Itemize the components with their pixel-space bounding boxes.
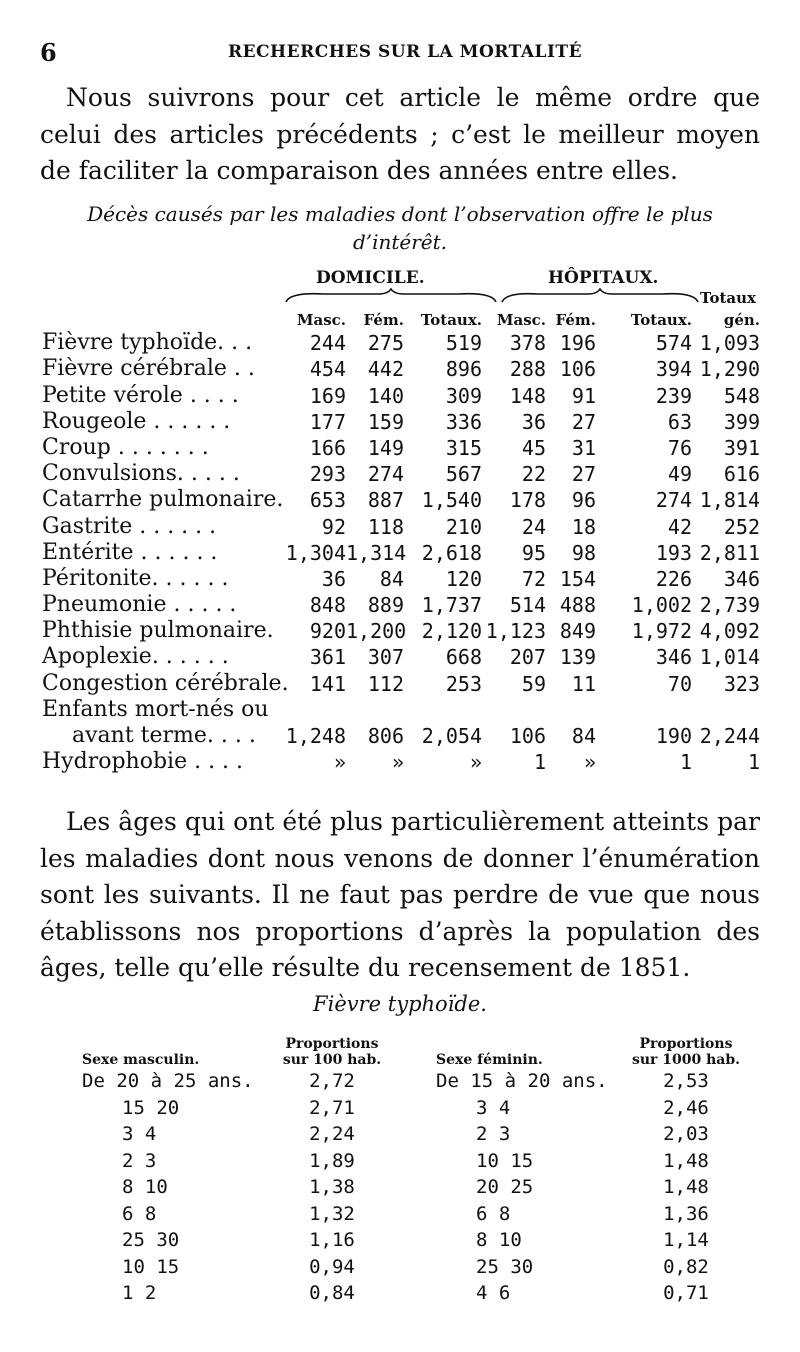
table-cell: 653 — [309, 488, 346, 513]
table-row — [40, 512, 760, 538]
proportion-value: 1,89 — [309, 1149, 355, 1172]
row-label: Petite vérole . . . . — [42, 382, 239, 408]
group-label-domicile: DOMICILE. — [316, 268, 425, 288]
proportion-value: 0,94 — [309, 1255, 355, 1278]
table-cell: 567 — [445, 462, 482, 487]
table-row — [40, 696, 760, 722]
domicile-brace-icon — [284, 288, 498, 304]
table-cell: 1,540 — [421, 488, 482, 513]
table-cell: 154 — [559, 566, 596, 591]
age-range: 1 2 — [122, 1282, 157, 1305]
page-number: 6 — [40, 38, 57, 67]
table-row — [40, 617, 760, 643]
table-row — [40, 591, 760, 617]
table-row — [40, 355, 760, 381]
table-cell: 42 — [667, 514, 692, 539]
table-cell — [404, 696, 482, 722]
list-item — [82, 1095, 402, 1122]
table-row — [40, 486, 760, 512]
age-range: 6 8 — [122, 1202, 157, 1225]
list-item — [82, 1148, 402, 1175]
proportion-value: 0,82 — [663, 1255, 709, 1278]
table-cell: 63 — [667, 409, 692, 434]
table-cell: 274 — [655, 488, 692, 513]
table-cell: 1,314 — [346, 540, 407, 565]
row-label: avant terme. . . . — [72, 723, 256, 748]
age-range: 25 30 — [476, 1255, 534, 1278]
table-cell: 72 — [521, 566, 546, 591]
table-row — [40, 460, 760, 486]
table-cell: 307 — [367, 645, 404, 670]
table-cell: 361 — [309, 645, 346, 670]
list-item — [82, 1280, 402, 1307]
table-cell: » — [333, 750, 346, 775]
table-cell: 806 — [367, 724, 404, 748]
column-header-row — [40, 303, 760, 329]
running-head — [40, 38, 770, 68]
table-row — [40, 381, 760, 407]
totals-header-label: Totaux — [700, 289, 756, 307]
table-row — [40, 408, 760, 434]
table-cell: 239 — [655, 383, 692, 408]
proportion-value: 1,38 — [309, 1176, 355, 1199]
mortality-table — [40, 303, 760, 774]
table-cell: 159 — [367, 409, 404, 434]
list-item — [436, 1148, 756, 1175]
table-cell: 275 — [367, 331, 404, 356]
age-range: 2 3 — [122, 1149, 157, 1172]
table-cell: 1,093 — [699, 331, 760, 356]
table-cell: 118 — [367, 514, 404, 539]
table-cell: 45 — [521, 435, 546, 460]
row-label: Croup . . . . . . . — [42, 434, 209, 460]
male-sex-label: Sexe masculin. — [82, 1052, 200, 1068]
proportion-value: 2,72 — [309, 1070, 355, 1093]
age-range: 6 8 — [476, 1202, 511, 1225]
female-proportion-label-line2: sur 1000 hab. — [631, 1052, 741, 1068]
table-cell: 36 — [521, 409, 546, 434]
row-label: Fièvre typhoïde. . . — [42, 330, 253, 356]
table-cell: 346 — [723, 566, 760, 591]
column-header-empty — [40, 303, 266, 329]
proportion-value: 1,16 — [309, 1229, 355, 1252]
table-cell: 18 — [571, 514, 596, 539]
table-cell — [346, 696, 404, 722]
table-row — [40, 643, 760, 669]
table-cell: 293 — [309, 462, 346, 487]
column-header: Masc. — [496, 311, 546, 329]
column-header: Fém. — [363, 311, 404, 329]
list-item — [82, 1068, 402, 1095]
table-cell: 323 — [723, 671, 760, 696]
table-cell: 141 — [309, 671, 346, 696]
table-cell: 166 — [309, 435, 346, 460]
table-cell: 1,290 — [699, 357, 760, 382]
table-cell: 616 — [723, 462, 760, 487]
proportion-value: 0,71 — [663, 1282, 709, 1305]
table-row — [40, 329, 760, 355]
table-cell: 848 — [309, 593, 346, 618]
list-item — [436, 1254, 756, 1281]
row-label: Phthisie pulmonaire. — [42, 618, 274, 644]
row-label: Rougeole . . . . . . — [42, 408, 231, 434]
table-cell: 193 — [655, 540, 692, 565]
table-cell: 36 — [321, 566, 346, 591]
female-proportion-header — [616, 1028, 756, 1068]
table-cell: 84 — [379, 566, 404, 591]
table-cell: 889 — [367, 593, 404, 618]
table-cell: 548 — [723, 383, 760, 408]
table-row — [40, 748, 760, 774]
row-label: Apoplexie. . . . . . — [42, 644, 229, 670]
table-cell: 27 — [571, 462, 596, 487]
proportion-value: 2,24 — [309, 1123, 355, 1146]
male-proportion-label-line1: Proportions — [285, 1036, 379, 1052]
table-cell: 1,248 — [285, 724, 346, 748]
table-cell: 1,002 — [631, 593, 692, 618]
table-cell: 11 — [571, 671, 596, 696]
list-item — [82, 1174, 402, 1201]
row-label: Convulsions. . . . . — [42, 461, 240, 487]
table-cell: 1,200 — [346, 619, 407, 644]
table-cell — [546, 696, 596, 722]
proportion-value: 2,53 — [663, 1070, 709, 1093]
list-item — [436, 1280, 756, 1307]
male-proportion-label-line2: sur 100 hab. — [282, 1052, 382, 1068]
age-range: 3 4 — [476, 1096, 511, 1119]
table-cell: 920 — [309, 619, 346, 644]
table-cell: 668 — [445, 645, 482, 670]
table-cell: 849 — [559, 619, 596, 644]
table-cell: 1 — [679, 750, 692, 775]
proportion-value: 1,48 — [663, 1176, 709, 1199]
table-cell: 112 — [367, 671, 404, 696]
table-cell: 106 — [509, 724, 546, 748]
table-cell: 1,737 — [421, 593, 482, 618]
table-cell: 1,014 — [699, 645, 760, 670]
table-cell — [596, 696, 692, 722]
intro-paragraph: Nous suivrons pour cet article le même ordre que celui des articles précédents ; c’est le meilleur moyen de faciliter la comparaison des années entre elles. — [40, 83, 760, 185]
table-cell: 178 — [509, 488, 546, 513]
age-range: 2 3 — [476, 1123, 511, 1146]
table-cell: 2,120 — [421, 619, 482, 644]
table2-caption: Fièvre typhoïde. — [313, 992, 487, 1016]
female-sex-label: Sexe féminin. — [436, 1052, 543, 1068]
table1-caption: Décès causés par les maladies dont l’observation offre le plus d’intérêt. — [87, 202, 713, 254]
table-cell: 120 — [445, 566, 482, 591]
row-label: Congestion cérébrale. — [42, 670, 289, 696]
table-cell: 1 — [533, 750, 546, 775]
table-cell: 896 — [445, 357, 482, 382]
male-proportion-header — [262, 1028, 402, 1068]
table-cell: 140 — [367, 383, 404, 408]
row-label: Gastrite . . . . . . — [42, 513, 217, 539]
table-row — [40, 565, 760, 591]
table-cell: 336 — [445, 409, 482, 434]
proportion-value: 1,32 — [309, 1202, 355, 1225]
table-cell: 59 — [521, 671, 546, 696]
table-cell: 27 — [571, 409, 596, 434]
ages-paragraph: Les âges qui ont été plus particulièrement atteints par les maladies dont nous venons de donner l’énumération sont les suivants. Il ne faut pas perdre de vue que nous établissons nos proportions d’après la population des âges, telle qu’elle résulte du recensement de 1851. — [40, 807, 760, 982]
table-cell: 399 — [723, 409, 760, 434]
table-cell: 196 — [559, 331, 596, 356]
row-label: Péritonite. . . . . . — [42, 565, 229, 591]
male-proportions-table — [82, 1028, 402, 1307]
list-item — [82, 1254, 402, 1281]
proportion-value: 2,71 — [309, 1096, 355, 1119]
age-range: De 15 à 20 ans. — [436, 1070, 608, 1093]
table-cell: 2,811 — [699, 540, 760, 565]
running-title: RECHERCHES SUR LA MORTALITÉ — [227, 42, 583, 62]
table-cell: 574 — [655, 331, 692, 356]
age-range: 8 10 — [476, 1229, 522, 1252]
table-cell: 394 — [655, 357, 692, 382]
table-cell: 2,618 — [421, 540, 482, 565]
table-cell: 22 — [521, 462, 546, 487]
table-cell: 2,739 — [699, 593, 760, 618]
table-cell: 1,304 — [285, 540, 346, 565]
proportion-value: 1,48 — [663, 1149, 709, 1172]
row-label: Fièvre cérébrale . . — [42, 356, 255, 382]
table-cell: 139 — [559, 645, 596, 670]
table-cell: 226 — [655, 566, 692, 591]
table-cell: 1 — [747, 750, 760, 775]
age-range: 4 6 — [476, 1282, 511, 1305]
table-cell: 519 — [445, 331, 482, 356]
table-cell: 91 — [571, 383, 596, 408]
list-item — [436, 1227, 756, 1254]
list-item — [436, 1201, 756, 1228]
age-range: 15 20 — [122, 1096, 180, 1119]
column-header: Totaux. — [630, 311, 692, 329]
list-item — [82, 1227, 402, 1254]
group-label-hopitaux: HÔPITAUX. — [548, 268, 659, 288]
table-cell: 96 — [571, 488, 596, 513]
table-cell: 76 — [667, 435, 692, 460]
table-cell: 378 — [509, 331, 546, 356]
proportion-value: 0,84 — [309, 1282, 355, 1305]
table-cell: 70 — [667, 671, 692, 696]
table-cell: 95 — [521, 540, 546, 565]
female-proportion-label-line1: Proportions — [639, 1036, 733, 1052]
table-cell: 309 — [445, 383, 482, 408]
table-cell: 488 — [559, 593, 596, 618]
table-cell: 148 — [509, 383, 546, 408]
table-row — [40, 722, 760, 748]
age-range: 25 30 — [122, 1229, 180, 1252]
table-cell: 149 — [367, 435, 404, 460]
table-cell: 190 — [655, 724, 692, 748]
table-cell — [692, 696, 760, 722]
table-cell: 346 — [655, 645, 692, 670]
column-header: Totaux. — [420, 311, 482, 329]
list-item — [82, 1201, 402, 1228]
table-cell: 244 — [309, 331, 346, 356]
row-label: Pneumonie . . . . . — [42, 592, 237, 618]
hopitaux-brace-icon — [500, 288, 700, 304]
table-cell — [266, 696, 346, 722]
age-range: 20 25 — [476, 1176, 534, 1199]
table-cell: 274 — [367, 462, 404, 487]
age-range: 3 4 — [122, 1123, 157, 1146]
table-cell: 1,123 — [485, 619, 546, 644]
table-row — [40, 669, 760, 695]
proportion-value: 1,36 — [663, 1202, 709, 1225]
table-cell — [482, 696, 546, 722]
proportion-value: 2,03 — [663, 1123, 709, 1146]
table-cell: 210 — [445, 514, 482, 539]
table-row — [40, 539, 760, 565]
column-header: Fém. — [555, 311, 596, 329]
list-item — [436, 1095, 756, 1122]
proportion-value: 2,46 — [663, 1096, 709, 1119]
list-item — [436, 1068, 756, 1095]
row-label: Entérite . . . . . . — [42, 539, 218, 565]
table-cell: 1,972 — [631, 619, 692, 644]
table-cell: 106 — [559, 357, 596, 382]
table-row — [40, 434, 760, 460]
table-cell: 887 — [367, 488, 404, 513]
table-cell: 92 — [321, 514, 346, 539]
table-cell: 98 — [571, 540, 596, 565]
table-cell: 49 — [667, 462, 692, 487]
column-header: gén. — [723, 311, 760, 329]
table-cell: 454 — [309, 357, 346, 382]
table-cell: 253 — [445, 671, 482, 696]
row-label: Catarrhe pulmonaire. — [42, 487, 284, 513]
table-cell: » — [583, 750, 596, 775]
age-range: 8 10 — [122, 1176, 168, 1199]
table-cell: 252 — [723, 514, 760, 539]
table-cell: 2,054 — [421, 724, 482, 748]
row-label: Hydrophobie . . . . — [42, 749, 244, 775]
proportion-value: 1,14 — [663, 1229, 709, 1252]
table-cell: » — [391, 750, 404, 775]
table-cell: 4,092 — [699, 619, 760, 644]
table-cell: 24 — [521, 514, 546, 539]
row-label: Enfants mort-nés ou — [42, 696, 269, 722]
table-cell: 207 — [509, 645, 546, 670]
table-cell: 315 — [445, 435, 482, 460]
table-cell: 31 — [571, 435, 596, 460]
list-item — [436, 1174, 756, 1201]
table-cell: 177 — [309, 409, 346, 434]
table-cell: 514 — [509, 593, 546, 618]
table-cell: 2,244 — [699, 724, 760, 748]
age-range: 10 15 — [476, 1149, 534, 1172]
column-header: Masc. — [296, 311, 346, 329]
table-cell: » — [469, 750, 482, 775]
list-item — [436, 1121, 756, 1148]
age-range: De 20 à 25 ans. — [82, 1070, 254, 1093]
female-proportions-table — [436, 1028, 756, 1307]
table-cell: 84 — [571, 724, 596, 748]
age-range: 10 15 — [122, 1255, 180, 1278]
list-item — [82, 1121, 402, 1148]
table-cell: 391 — [723, 435, 760, 460]
table-cell: 288 — [509, 357, 546, 382]
table-cell: 442 — [367, 357, 404, 382]
table-cell: 1,814 — [699, 488, 760, 513]
table-cell: 169 — [309, 383, 346, 408]
